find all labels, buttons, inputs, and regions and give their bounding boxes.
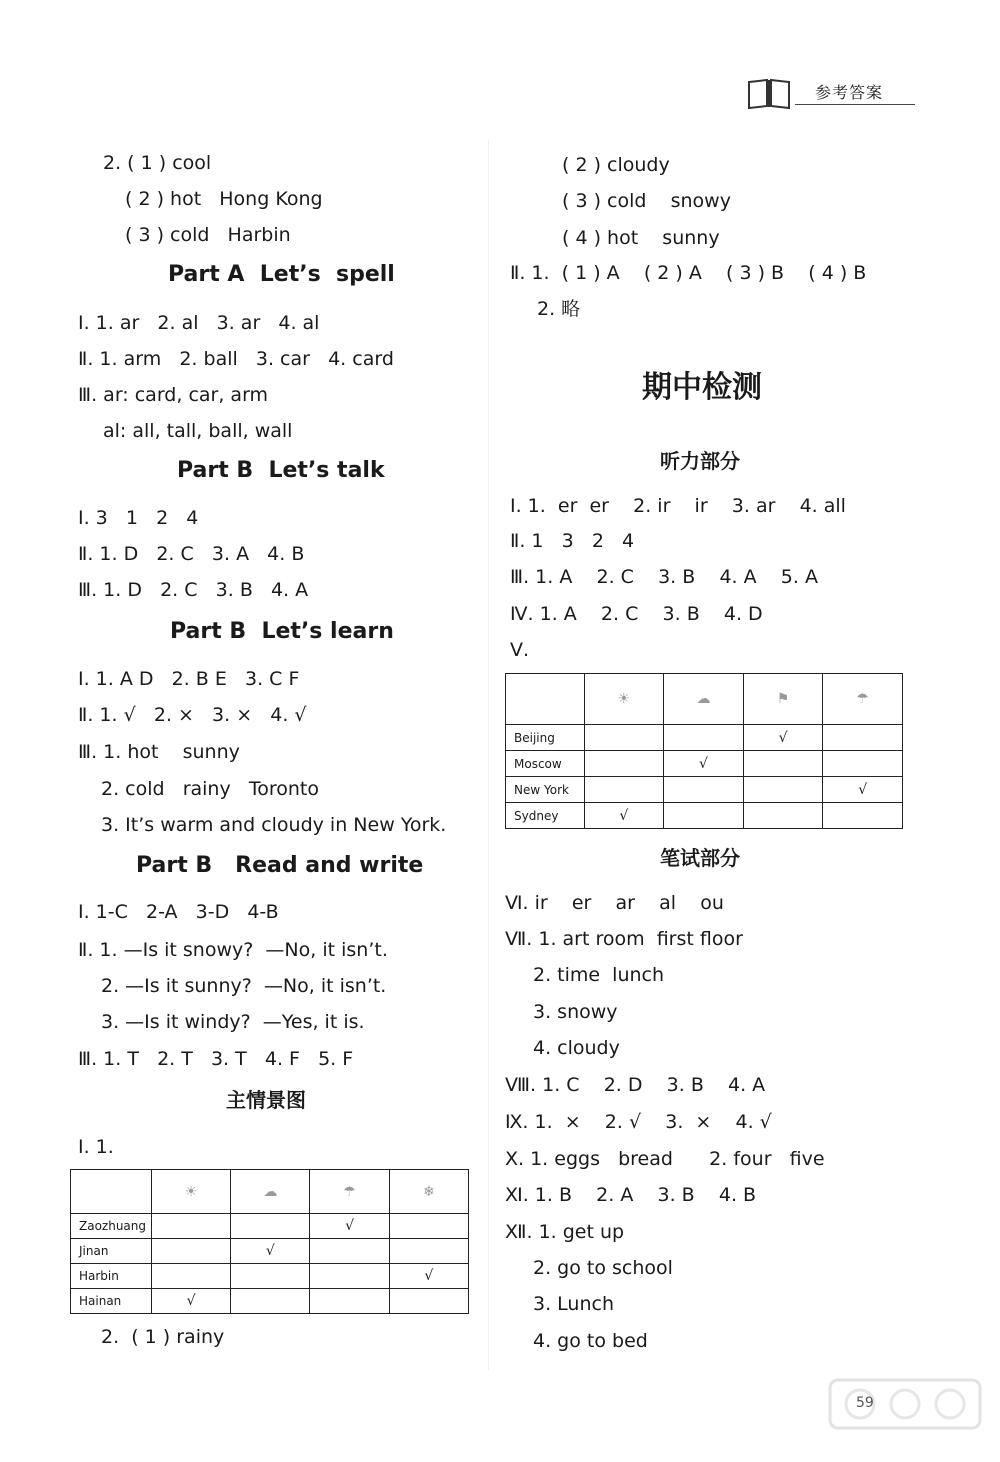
answer-line: Ⅲ. 1. A 2. C 3. B 4. A 5. A [510,566,818,588]
answer-line: Ⅱ. 1. arm 2. ball 3. car 4. card [78,348,394,370]
mark-cell [584,725,664,751]
section-heading: Part B Let’s talk [177,458,385,483]
answer-line: ( 4 ) hot sunny [562,227,720,249]
mark-cell [151,1264,230,1289]
mark-cell [231,1214,310,1239]
answer-line: Ⅰ. 1. [78,1136,114,1158]
snowy-icon: ❄ [389,1170,468,1214]
cloudy-icon: ☁ [664,674,744,725]
answer-line: ( 3 ) cold snowy [562,190,731,212]
city-cell: New York [506,777,585,803]
windy-icon: ⚑ [743,674,823,725]
answer-line: Ⅴ. [510,639,530,661]
city-cell: Beijing [506,725,585,751]
page-title: 期中检测 [642,370,762,405]
mark-cell: √ [231,1239,310,1264]
rainy-icon: ☂ [823,674,903,725]
header-rule [795,104,915,105]
answer-line: Ⅲ. 1. hot sunny [78,741,240,763]
answer-line: Ⅲ. ar: card, car, arm [78,384,269,406]
mark-cell [389,1214,468,1239]
mark-cell [310,1239,389,1264]
section-heading: Part B Let’s learn [170,619,394,644]
mark-cell: √ [584,803,664,829]
mark-cell [823,803,903,829]
mark-cell: √ [664,751,744,777]
answer-line: 3. Lunch [533,1293,614,1315]
answer-line: Ⅱ. 1. ( 1 ) A ( 2 ) A ( 3 ) B ( 4 ) B [510,262,867,284]
mark-cell [151,1214,230,1239]
mark-cell [151,1239,230,1264]
answer-line: Ⅺ. 1. B 2. A 3. B 4. B [505,1184,757,1206]
answer-line: ( 3 ) cold Harbin [125,224,291,246]
section-heading: 听力部分 [660,449,740,473]
table-corner [506,674,585,725]
mark-cell [743,777,823,803]
weather-table-right [505,673,903,829]
answer-line: Ⅰ. 3 1 2 4 [78,507,199,529]
city-cell: Harbin [71,1264,152,1289]
cloudy-icon: ☁ [231,1170,310,1214]
mark-cell [584,751,664,777]
answer-line: Ⅲ. 1. T 2. T 3. T 4. F 5. F [78,1048,354,1070]
mark-cell [231,1264,310,1289]
city-cell: Sydney [506,803,585,829]
open-book-icon [745,76,793,110]
mark-cell: √ [310,1214,389,1239]
mark-cell [743,751,823,777]
mark-cell [310,1289,389,1314]
answer-line: 2. go to school [533,1257,673,1279]
sunny-icon: ☀ [151,1170,230,1214]
mark-cell [389,1289,468,1314]
answer-line: 4. go to bed [533,1330,648,1352]
mark-cell [664,803,744,829]
answer-line: Ⅱ. 1. √ 2. × 3. × 4. √ [78,704,307,726]
answer-line: Ⅲ. 1. D 2. C 3. B 4. A [78,579,309,601]
table-corner [71,1170,152,1214]
answer-line: Ⅱ. 1 3 2 4 [510,530,635,552]
answer-line: Ⅸ. 1. × 2. √ 3. × 4. √ [505,1111,772,1133]
answer-line: 2. —Is it sunny? —No, it isn’t. [101,975,387,997]
answer-line: Ⅳ. 1. A 2. C 3. B 4. D [510,603,763,625]
answer-line: 2. time lunch [533,964,665,986]
answer-line: Ⅰ. 1. er er 2. ir ir 3. ar 4. all [510,495,846,517]
answer-line: ( 2 ) cloudy [562,154,670,176]
city-cell: Hainan [71,1289,152,1314]
answer-line: 2. ( 1 ) cool [103,152,212,174]
answer-line: Ⅷ. 1. C 2. D 3. B 4. A [505,1074,766,1096]
answer-line: 3. —Is it windy? —Yes, it is. [101,1011,365,1033]
answer-line: Ⅰ. 1. ar 2. al 3. ar 4. al [78,312,320,334]
page-header [745,70,925,130]
watermark-logo [820,1370,995,1460]
answer-line: Ⅵ. ir er ar al ou [505,892,724,914]
answer-line: Ⅹ. 1. eggs bread 2. four five [505,1148,825,1170]
mark-cell [823,751,903,777]
answer-line: 4. cloudy [533,1037,620,1059]
answer-line: 3. It’s warm and cloudy in New York. [101,814,447,836]
rainy-icon: ☂ [310,1170,389,1214]
answer-line: Ⅱ. 1. D 2. C 3. A 4. B [78,543,305,565]
weather-table-left [70,1169,469,1314]
answer-line: Ⅰ. 1. A D 2. B E 3. C F [78,668,300,690]
section-heading: 笔试部分 [660,846,740,870]
answer-line: 2. 略 [537,298,581,320]
mark-cell [823,725,903,751]
answer-line: al: all, tall, ball, wall [103,420,293,442]
mark-cell [310,1264,389,1289]
mark-cell: √ [151,1289,230,1314]
mark-cell: √ [823,777,903,803]
column-divider [488,140,489,1370]
answer-line: 2. ( 1 ) rainy [101,1326,225,1348]
city-cell: Zaozhuang [71,1214,152,1239]
section-heading: 主情景图 [226,1088,306,1112]
mark-cell [231,1289,310,1314]
mark-cell [664,725,744,751]
answer-line: Ⅰ. 1-C 2-A 3-D 4-B [78,901,279,923]
answer-line: Ⅶ. 1. art room first floor [505,928,743,950]
section-heading: Part A Let’s spell [168,262,395,287]
mark-cell [743,803,823,829]
city-cell: Jinan [71,1239,152,1264]
mark-cell [664,777,744,803]
header-title: 参考答案 [815,83,884,102]
answer-line: ( 2 ) hot Hong Kong [125,188,323,210]
page-number: 59 [856,1395,874,1411]
answer-line: 2. cold rainy Toronto [101,778,319,800]
sunny-icon: ☀ [584,674,664,725]
answer-line: Ⅻ. 1. get up [505,1221,625,1243]
answer-line: 3. snowy [533,1001,618,1023]
answer-line: Ⅱ. 1. —Is it snowy? —No, it isn’t. [78,939,388,961]
section-heading: Part B Read and write [136,853,424,878]
mark-cell [389,1239,468,1264]
mark-cell: √ [743,725,823,751]
mark-cell [584,777,664,803]
mark-cell: √ [389,1264,468,1289]
city-cell: Moscow [506,751,585,777]
